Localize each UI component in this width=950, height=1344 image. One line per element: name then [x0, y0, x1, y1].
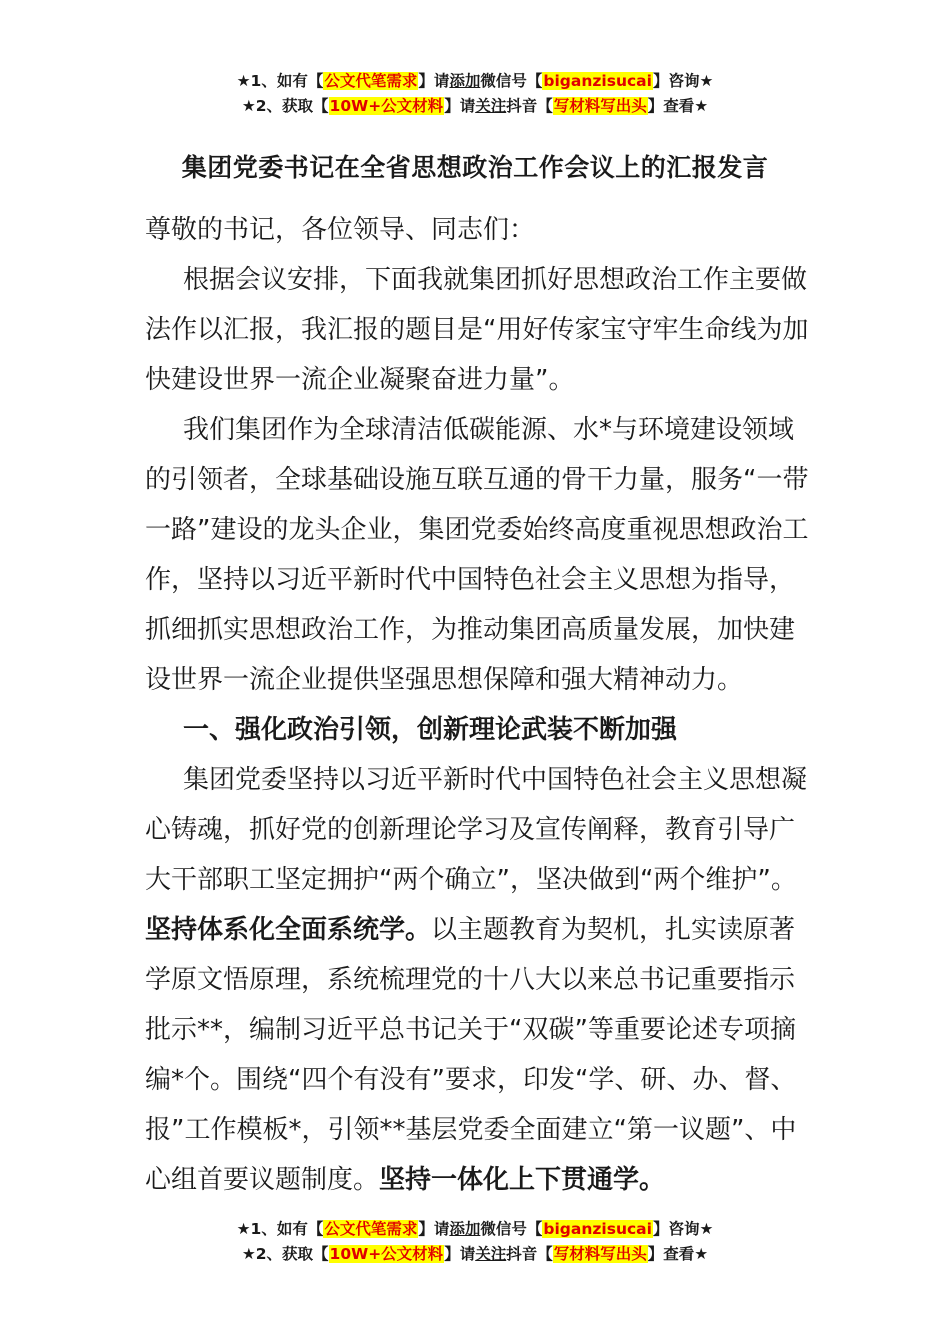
promo-text: 】查看★ [647, 1245, 709, 1263]
footer-promo-banner [0, 1217, 950, 1267]
promo-text: ★1、如有【 [236, 72, 324, 90]
promo-underlined-text: 添加 [449, 1220, 481, 1238]
paragraph-intro: 根据会议安排，下面我就集团抓好思想政治工作主要做法作以汇报，我汇报的题目是“用好传家宝守牢生命线为加快建设世界一流企业凝聚奋进力量”。 [145, 265, 809, 395]
promo-highlight: 10W+公文材料 [329, 1245, 444, 1263]
paragraph-section-1 [145, 755, 810, 1205]
promo-text: 】咨询★ [652, 72, 714, 90]
paragraph-background: 我们集团作为全球清洁低碳能源、水*与环境建设领域的引领者，全球基础设施互联互通的骨干力量，服务“一带一路”建设的龙头企业，集团党委始终高度重视思想政治工作，坚持以习近平新时代中国特色社会主义思想为指导，抓细抓实思想政治工作，为推动集团高质量发展，加快建设世界一流企业提供坚强思想保障和强大精神动力。 [145, 415, 809, 695]
promo-text: 抖音【 [506, 97, 553, 115]
paragraph-text: 以主题教育为契机，扎实读原著学原文悟原理，系统梳理党的十八大以来总书记重要指示批示**，编制习近平总书记关于“双碳”等重要论述专项摘编*个。围绕“四个有没有”要求，印发“学、研、办、督、报”工作模板*，引领**基层党委全面建立“第一议题”、中心组首要议题制度。 [145, 915, 797, 1195]
promo-highlight: 写材料写出头 [553, 97, 647, 115]
document-body [145, 205, 810, 1205]
promo-underlined-text: 关注 [475, 97, 507, 115]
promo-highlight: biganzisucai [543, 1220, 652, 1238]
paragraph-bold-lead: 坚持一体化上下贯通学。 [379, 1165, 666, 1195]
promo-text: 】请 [444, 1245, 476, 1263]
promo-text: 】请 [418, 72, 450, 90]
promo-underlined-text: 添加 [449, 72, 481, 90]
promo-underlined-text: 关注 [475, 1245, 507, 1263]
promo-text: 】咨询★ [652, 1220, 714, 1238]
paragraph-text: 集团党委坚持以习近平新时代中国特色社会主义思想凝心铸魂，抓好党的创新理论学习及宣传阐释，教育引导广大干部职工坚定拥护“两个确立”，坚决做到“两个维护”。 [145, 765, 808, 895]
promo-line-2 [0, 94, 950, 119]
promo-text: ★2、获取【 [241, 97, 329, 115]
promo-text: 】查看★ [647, 97, 709, 115]
document-title: 集团党委书记在全省思想政治工作会议上的汇报发言 [181, 153, 769, 182]
promo-line-1 [0, 1217, 950, 1242]
header-promo-banner [0, 69, 950, 119]
promo-highlight: 公文代笔需求 [324, 1220, 418, 1238]
promo-text: 】请 [418, 1220, 450, 1238]
promo-highlight: 公文代笔需求 [324, 72, 418, 90]
promo-text: 】请 [444, 97, 476, 115]
promo-highlight: biganzisucai [543, 72, 652, 90]
promo-line-2 [0, 1242, 950, 1267]
salutation: 尊敬的书记，各位领导、同志们： [145, 215, 536, 245]
promo-line-1 [0, 69, 950, 94]
section-heading-1: 一、强化政治引领，创新理论武装不断加强 [183, 715, 678, 745]
promo-text: ★2、获取【 [241, 1245, 329, 1263]
promo-text: ★1、如有【 [236, 1220, 324, 1238]
promo-text: 抖音【 [506, 1245, 553, 1263]
promo-highlight: 写材料写出头 [553, 1245, 647, 1263]
promo-text: 微信号【 [480, 1220, 543, 1238]
paragraph-bold-lead: 坚持体系化全面系统学。 [145, 915, 432, 945]
promo-highlight: 10W+公文材料 [329, 97, 444, 115]
promo-text: 微信号【 [480, 72, 543, 90]
